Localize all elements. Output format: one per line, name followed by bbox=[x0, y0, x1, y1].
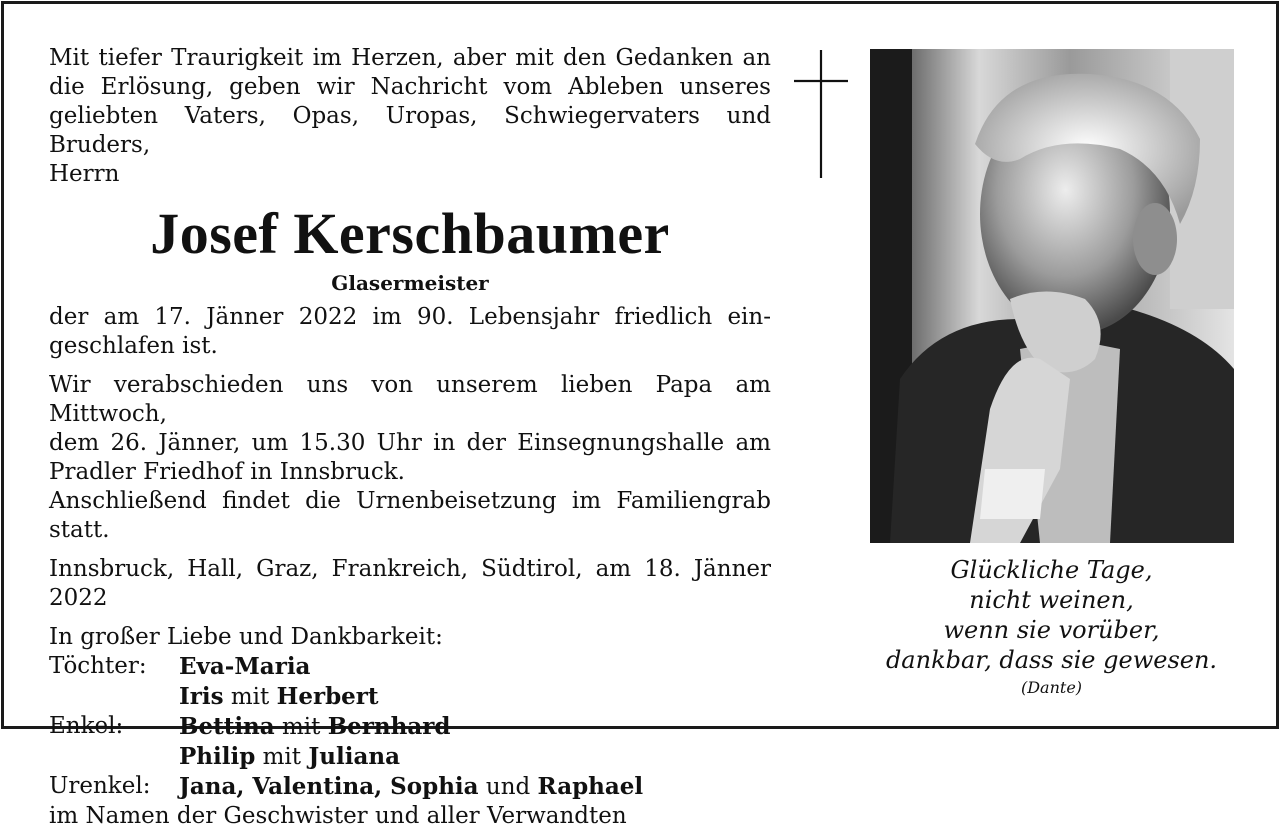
ceremony-line-2: dem 26. Jänner, um 15.30 Uhr in der Einsegnungshalle am bbox=[49, 430, 771, 456]
love-line: In großer Liebe und Dankbarkeit: bbox=[49, 624, 443, 650]
death-line-2: geschlafen ist. bbox=[49, 333, 218, 359]
daughter-2: Iris mit Herbert bbox=[179, 683, 379, 710]
ceremony-line-1: Wir verabschieden uns von unserem lieben Papa am Mittwoch, bbox=[49, 372, 771, 427]
quote-author: (Dante) bbox=[1020, 678, 1083, 697]
place-date: Innsbruck, Hall, Graz, Frankreich, Südtirol, am 18. Jänner 2022 bbox=[49, 556, 771, 611]
grandchildren-label: Enkel: bbox=[49, 713, 124, 739]
grandchild-1: Bettina mit Bernhard bbox=[179, 713, 451, 740]
portrait-photo bbox=[870, 49, 1234, 543]
deceased-profession: Glasermeister bbox=[331, 271, 489, 295]
great-grandchildren-label: Urenkel: bbox=[49, 773, 151, 799]
family-list bbox=[49, 652, 771, 802]
obituary-text bbox=[49, 44, 771, 831]
intro-line-2: die Erlösung, geben wir Nachricht vom Ableben unseres bbox=[49, 74, 771, 100]
obituary-notice bbox=[1, 1, 1279, 829]
quote-line-1: Glückliche Tage, bbox=[950, 556, 1153, 584]
quote-line-2: nicht weinen, bbox=[969, 586, 1134, 614]
intro-line-4: Herrn bbox=[49, 161, 120, 187]
daughter-1: Eva-Maria bbox=[179, 653, 311, 680]
intro-line-3: geliebten Vaters, Opas, Uropas, Schwiegervaters und Bruders, bbox=[49, 103, 771, 158]
grandchild-2: Philip mit Juliana bbox=[179, 743, 400, 770]
intro-line-1: Mit tiefer Traurigkeit im Herzen, aber mit den Gedanken an bbox=[49, 45, 771, 71]
ceremony-line-4: Anschließend findet die Urnenbeisetzung im Familiengrab statt. bbox=[49, 488, 771, 543]
death-line-1: der am 17. Jänner 2022 im 90. Lebensjahr friedlich ein- bbox=[49, 304, 771, 330]
relatives-footer: im Namen der Geschwister und aller Verwandten bbox=[49, 803, 627, 829]
ceremony-line-3: Pradler Friedhof in Innsbruck. bbox=[49, 459, 405, 485]
quote-line-4: dankbar, dass sie gewesen. bbox=[885, 646, 1218, 674]
daughters-label: Töchter: bbox=[49, 653, 147, 679]
deceased-name: Josef Kerschbaumer bbox=[150, 201, 670, 266]
great-grandchildren: Jana, Valentina, Sophia und Raphael bbox=[179, 773, 644, 800]
quote-block bbox=[874, 555, 1229, 699]
cross-icon bbox=[794, 50, 848, 178]
quote-line-3: wenn sie vorüber, bbox=[943, 616, 1160, 644]
